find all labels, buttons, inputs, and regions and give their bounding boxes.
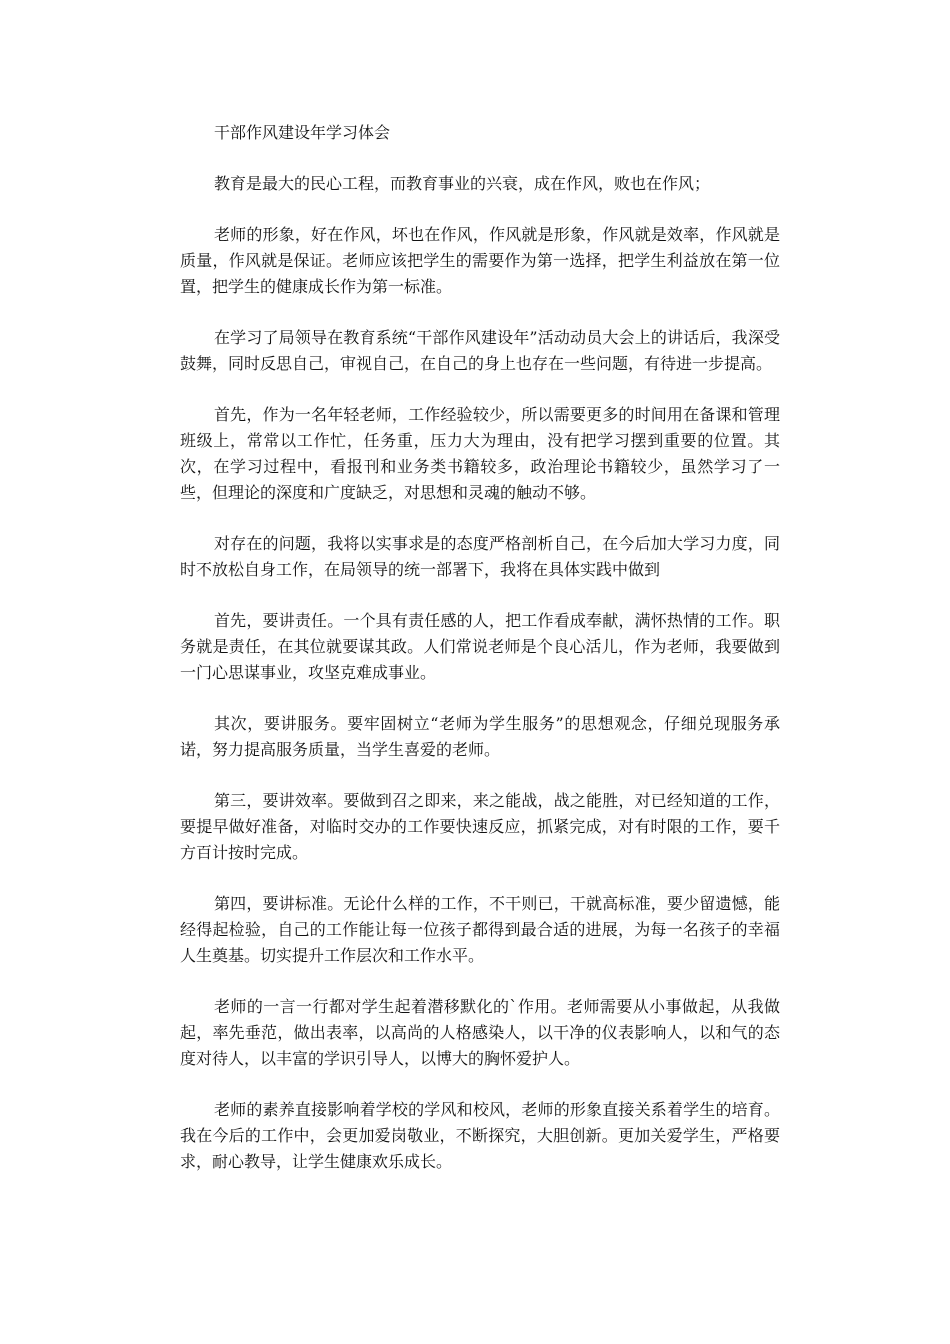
document-body bbox=[180, 120, 780, 1200]
paragraph-11: 老师的素养直接影响着学校的学风和校风，老师的形象直接关系着学生的培育。我在今后的工作中，会更加爱岗敬业，不断探究，大胆创新。更加关爱学生，严格要求，耐心教导，让学生健康欢乐成长。 bbox=[180, 1100, 780, 1171]
paragraph-7: 其次，要讲服务。要牢固树立“老师为学生服务”的思想观念，仔细兑现服务承诺，努力提高服务质量，当学生喜爱的老师。 bbox=[180, 714, 780, 759]
paragraph-5: 对存在的问题，我将以实事求是的态度严格剖析自己，在今后加大学习力度，同时不放松自身工作，在局领导的统一部署下，我将在具体实践中做到 bbox=[180, 534, 780, 579]
paragraph-2: 老师的形象，好在作风，坏也在作风，作风就是形象，作风就是效率，作风就是质量，作风就是保证。老师应该把学生的需要作为第一选择，把学生利益放在第一位置，把学生的健康成长作为第一标准。 bbox=[180, 225, 780, 296]
paragraph-6: 首先，要讲责任。一个具有责任感的人，把工作看成奉献，满怀热情的工作。职务就是责任，在其位就要谋其政。人们常说老师是个良心活儿，作为老师，我要做到一门心思谋事业，攻坚克难成事业。 bbox=[180, 611, 780, 682]
paragraph-9: 第四，要讲标准。无论什么样的工作，不干则已，干就高标准，要少留遗憾，能经得起检验，自己的工作能让每一位孩子都得到最合适的进展，为每一名孩子的幸福人生奠基。切实提升工作层次和工作水平。 bbox=[180, 894, 780, 965]
paragraph-8: 第三，要讲效率。要做到召之即来，来之能战，战之能胜，对已经知道的工作，要提早做好准备，对临时交办的工作要快速反应，抓紧完成，对有时限的工作，要千方百计按时完成。 bbox=[180, 791, 780, 862]
paragraph-1: 教育是最大的民心工程，而教育事业的兴衰，成在作风，败也在作风； bbox=[214, 174, 711, 193]
document-title: 干部作风建设年学习体会 bbox=[214, 123, 391, 142]
paragraph-3: 在学习了局领导在教育系统“干部作风建设年”活动动员大会上的讲话后，我深受鼓舞，同时反思自己，审视自己，在自己的身上也存在一些问题，有待进一步提高。 bbox=[180, 328, 780, 373]
paragraph-4: 首先，作为一名年轻老师，工作经验较少，所以需要更多的时间用在备课和管理班级上，常常以工作忙，任务重，压力大为理由，没有把学习摆到重要的位置。其次，在学习过程中，看报刊和业务类书籍较多，政治理论书籍较少，虽然学习了一些，但理论的深度和广度缺乏，对思想和灵魂的触动不够。 bbox=[180, 405, 780, 502]
paragraph-10: 老师的一言一行都对学生起着潜移默化的`作用。老师需要从小事做起，从我做起，率先垂范，做出表率，以高尚的人格感染人，以干净的仪表影响人，以和气的态度对待人，以丰富的学识引导人，以博大的胸怀爱护人。 bbox=[180, 997, 780, 1068]
